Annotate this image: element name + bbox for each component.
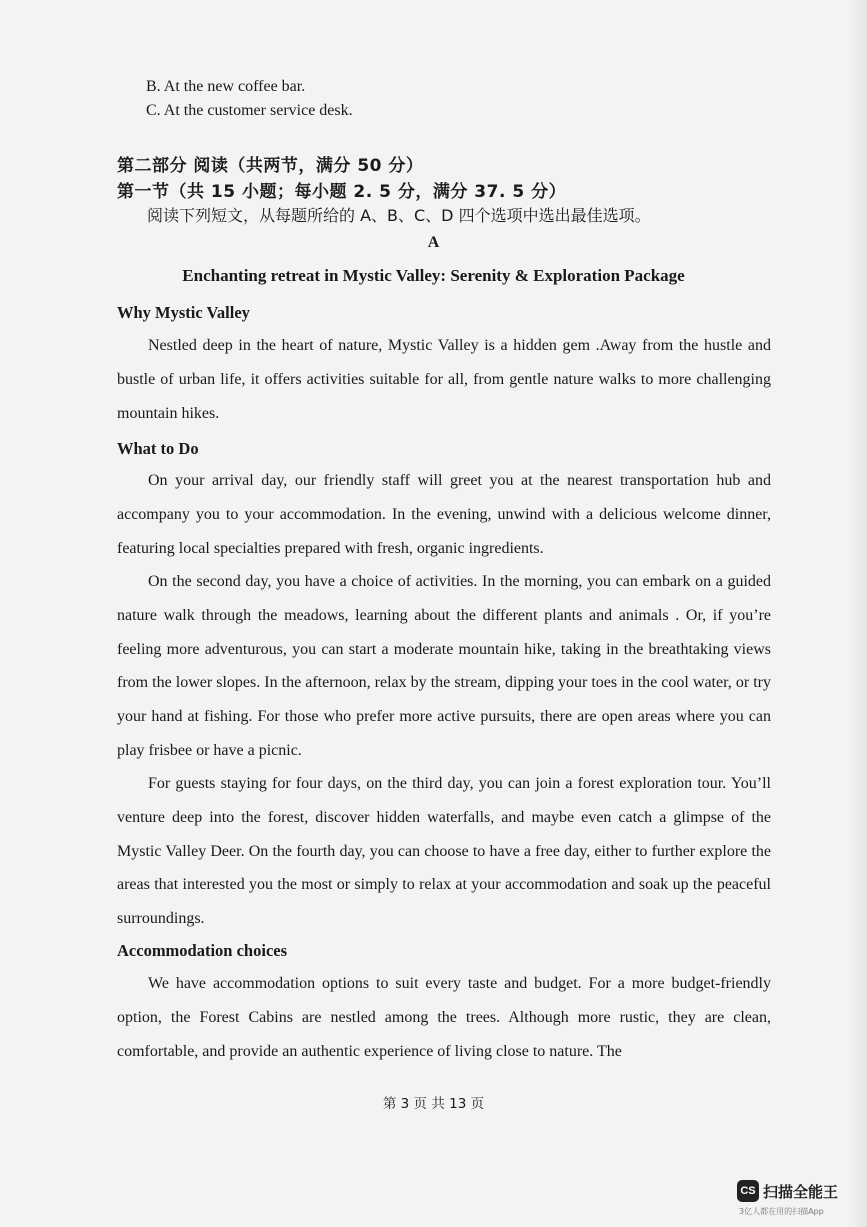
paragraph-3: On the second day, you have a choice of activities. In the morning, you can embark on a guided nature walk through the meadows, learning about the different plants and animals . Or, if you’re feeling more adventurous, you can start a moderate mountain hike, taking in the breathtaking views from the lower slopes. In the afternoon, relax by the stream, dipping your toes in the cool water, or try your hand at fishing. For those who prefer more active pursuits, there are open areas where you can play frisbee or have a picnic. (117, 573, 771, 759)
part-heading: 第二部分 阅读（共两节，满分 50 分） (117, 156, 424, 176)
subsection-heading: 第一节（共 15 小题；每小题 2. 5 分，满分 37. 5 分） (117, 182, 567, 202)
scan-edge-shadow (849, 0, 867, 1227)
page-number: 第 3 页 共 13 页 (382, 1096, 485, 1112)
option-b: B. At the new coffee bar. (146, 78, 306, 95)
watermark-name: 扫描全能王 (763, 1183, 839, 1201)
passage-title: Enchanting retreat in Mystic Valley: Serenity & Exploration Package (182, 266, 685, 285)
watermark-tagline: 3亿人都在用的扫描App (739, 1207, 824, 1216)
camscanner-logo-icon: CS (737, 1180, 759, 1202)
heading-why: Why Mystic Valley (117, 303, 250, 322)
heading-accommodation: Accommodation choices (117, 941, 288, 960)
paragraph-5: We have accommodation options to suit every taste and budget. For a more budget-friendly option, the Forest Cabins are nestled among the trees. Although more rustic, they are clean, comfortable, and provide an authentic experience of living close to nature. The (117, 975, 771, 1060)
paragraph-2: On your arrival day, our friendly staff will greet you at the nearest transportation hub and accompany you to your accommodation. In the evening, unwind with a delicious welcome dinner, featuring local specialties prepared with fresh, organic ingredients. (117, 472, 771, 557)
passage-letter: A (427, 234, 440, 251)
paragraph-1: Nestled deep in the heart of nature, Mystic Valley is a hidden gem .Away from the hustle and bustle of urban life, it offers activities suitable for all, from gentle nature walks to more challenging mountain hikes. (117, 337, 771, 422)
option-c: C. At the customer service desk. (146, 102, 353, 119)
heading-what: What to Do (117, 439, 199, 458)
paragraph-4: For guests staying for four days, on the third day, you can join a forest exploration tour. You’ll venture deep into the forest, discover hidden waterfalls, and maybe even catch a glimpse of the Mystic Valley Deer. On the fourth day, you can choose to have a free day, either to further explore the areas that interested you the most or simply to relax at your accommodation and soak up the peaceful surroundings. (117, 775, 771, 928)
instruction-text: 阅读下列短文，从每题所给的 A、B、C、D 四个选项中选出最佳选项。 (147, 206, 651, 225)
